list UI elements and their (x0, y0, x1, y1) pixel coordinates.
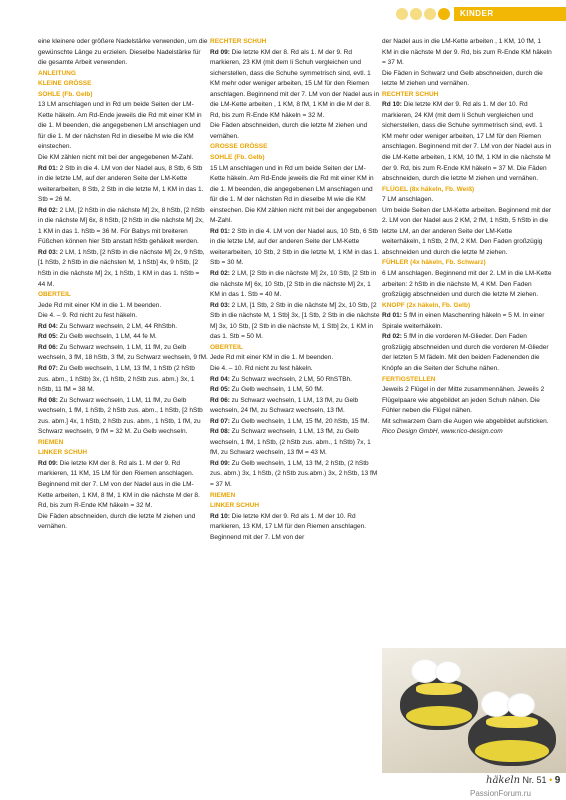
round-instruction: Rd 08: Zu Schwarz wechseln, 1 LM, 13 fM, zu Gelb wechseln, 1 fM, 1 hStb, (2 hStb zus. abm., 1 hStb) 7x, 1 fM, zu Schwarz wechseln, 13 fM = 43 M. (210, 428, 371, 457)
round-instruction: Rd 09: Zu Gelb wechseln, 1 LM, 13 fM, 2 hStb, (2 hStb zus. abm.) 3x, 1 hStb, (2 hStb zus.abm.) 3x, 2 hStb, 13 fM = 37 M. (210, 459, 378, 488)
intro-paragraph: eine kleinere oder größere Nadelstärke verwenden, um die gewünschte Länge zu erzielen. Dieselbe Nadelstärke für die gesamte Arbeit verwenden. (38, 38, 208, 67)
round-instruction: Rd 05: Zu Gelb wechseln, 1 LM, 44 fe M. (38, 333, 157, 341)
credit-line: Rico Design GmbH, www.rico-design.com (382, 428, 503, 436)
round-instruction: Rd 02: 2 LM, [2 hStb in die nächste M] 2x, 8 hStb, [2 hStb in die nächste M] 6x, 8 hStb, [2 hStb in die nächste M] 2x, 1 KM in das 1. hStb = 36 M. Für Babys mit breiteren Füßchen können hier Stb anstatt hStb gehäkelt werden. (38, 206, 205, 246)
heading-oberteil: OBERTEIL (38, 291, 71, 299)
round-label: Rd 09: (210, 48, 230, 56)
round-instruction: Rd 10: Die letzte KM der 9. Rd als 1. M der 10. Rd markieren, 13 KM, 17 LM für den Riemen anschlagen. Beginnend mit der 7. LM von der (210, 512, 367, 541)
footer-bullet: • (549, 775, 553, 785)
text-column-2 (210, 37, 380, 543)
round-instruction: Rd 02: 2 LM, [2 Stb in die nächste M] 2x, 10 Stb, [2 Stb in die nächste M] 6x, 10 Stb, [2 Stb in die nächste M] 2x, 1 KM in das 1. Stb = 40 M. (210, 270, 377, 299)
heading-knopf: KNOPF (2x häkeln, Fb. Gelb) (382, 301, 471, 309)
paragraph: Die 4. – 10. Rd nicht zu fest häkeln. (210, 364, 313, 372)
wing-illustration (412, 660, 438, 682)
heading-kleine-groesse: KLEINE GRÖSSE (38, 80, 92, 88)
page-indicator-dots (396, 8, 450, 20)
magazine-brand: häkeln (486, 775, 521, 786)
shoe-left-illustration (400, 678, 478, 730)
heading-oberteil: OBERTEIL (210, 343, 243, 351)
round-instruction: Rd 03: 2 LM, 1 hStb, [2 hStb in die nächste M] 2x, 9 hStb, [1 hStb, 2 hStb in die nächsten M, 1 hStb] 4x, 9 hStb, [2 hStb in die nächste M] 2x, 1 hStb, 1 KM in das 1. hStb = 44 M. (38, 248, 205, 288)
paragraph: Die Fäden abschneiden, durch die letzte M ziehen und vernähen. (210, 122, 368, 140)
round-label: Rd 02: (210, 270, 230, 278)
heading-riemen: RIEMEN (38, 438, 64, 446)
round-label: Rd 07: (210, 417, 230, 425)
heading-rechter-schuh: RECHTER SCHUH (382, 90, 439, 98)
paragraph: Die KM zählen nicht mit bei der angegebenen M-Zahl. (38, 154, 194, 162)
round-label: Rd 03: (38, 248, 58, 256)
round-instruction: Rd 07: Zu Gelb wechseln, 1 LM, 13 fM, 1 hStb (2 hStb zus. abm., 1 hStb) 3x, (1 hStb, 2 hStb zus. abm.) 3x, 1 hStb, 11 fM = 38 M. (38, 364, 195, 394)
round-label: Rd 06: (210, 396, 230, 404)
subheading-linker-schuh: LINKER SCHUH (210, 502, 260, 510)
round-label: Rd 08: (210, 428, 230, 436)
paragraph: Jede Rd mit einer KM in die 1. M beenden. (210, 354, 334, 362)
round-instruction: Rd 03: 2 LM, [1 Stb, 2 Stb in die nächste M] 2x, 10 Stb, [2 Stb in die nächste M, 1 Stb] 3x, [1 Stb, 2 Stb in die nächste M] 3x, 10 Stb, [2 Stb in die nächste M, 1 Stb] 2x, 1 KM in das 1. Stb = 50 M. (210, 301, 380, 341)
round-label: Rd 05: (38, 333, 58, 341)
round-instruction: Rd 02: 5 fM in die vorderen M-Glieder. Den Faden großzügig abschneiden und durch die vorderen M-Glieder der letzten 5 M fädeln. Mit den beiden Fadenenden die Knöpfe an die Seiten der Schuhe nähen. (382, 333, 549, 372)
wing-illustration (508, 694, 534, 716)
text-column-1 (38, 37, 208, 533)
issue-number: Nr. 51 (522, 775, 547, 785)
section-header (396, 7, 566, 21)
round-label: Rd 03: (210, 301, 230, 309)
round-label: Rd 02: (382, 333, 402, 341)
heading-fuehler: FÜHLER (4x häkeln, Fb. Schwarz) (382, 259, 486, 267)
round-label: Rd 07: (38, 364, 58, 372)
indicator-dot (424, 8, 436, 20)
paragraph: 6 LM anschlagen. Beginnend mit der 2. LM in die LM-Kette arbeiten: 2 hStb in die nächste M, 4 KM. Den Faden großzügig abschneiden und durch die letzte M ziehen. (382, 270, 552, 299)
round-instruction: Rd 05: Zu Gelb wechseln, 1 LM, 50 fM. (210, 386, 324, 394)
round-label: Rd 08: (38, 396, 58, 404)
round-instruction: Rd 04: Zu Schwarz wechseln, 2 LM, 44 RhStbh. (38, 322, 178, 330)
paragraph: der Nadel aus in die LM-Kette arbeiten , 1 KM, 10 fM, 1 KM in die nächste M der 9. Rd, bis zum R-Ende KM häkeln = 37 M. (382, 38, 552, 67)
wing-illustration (436, 662, 460, 682)
shoe-right-illustration (468, 710, 556, 766)
paragraph: 13 LM anschlagen und in Rd um beide Seiten der LM-Kette häkeln. Am Rd-Ende jeweils die Rd mit einer KM in die 1. M beenden, die angegebenen LM anschlagen und für die 1. M der nächsten Rd in dieselbe M wie die KM einstechen. (38, 101, 202, 151)
round-label: Rd 10: (382, 101, 402, 109)
paragraph: Die 4. – 9. Rd nicht zu fest häkeln. (38, 312, 137, 320)
round-instruction: Rd 07: Zu Gelb wechseln, 1 LM, 15 fM, 20 hStb, 15 fM. (210, 417, 370, 425)
paragraph: Mit schwarzem Garn die Augen wie abgebildet aufsticken. (382, 417, 549, 425)
round-instruction: Rd 09: Die letzte KM der 8. Rd als 1. M der 9. Rd markieren, 23 KM (mit dem li Schuh vergleichen und sicherstellen, dass die Schuhe symmetrisch sind, evtl. 1 KM mehr oder weniger arbeiten, 15 LM für den Riemen anschlagen. Beginnend mit der 7. LM von der Nadel aus in die LM-Kette arbeiten , 1 KM, 8 fM, 1 KM in die M der 8. Rd, bis zum R-Ende KM häkeln = 32 M. (210, 48, 380, 119)
indicator-dot (396, 8, 408, 20)
paragraph: 15 LM anschlagen und in Rd um beide Seiten der LM-Kette häkeln. Am Rd-Ende jeweils die Rd mit einer KM in die 1. M beenden, die angegebenen LM anschlagen und für die 1. M der nächsten Rd in dieselbe M wie die KM einstechen. Die KM zählen nicht mit bei der angegebenen M-Zahl. (210, 164, 377, 225)
subheading-linker-schuh: LINKER SCHUH (38, 449, 88, 457)
wing-illustration (482, 692, 510, 716)
heading-fluegel: FLÜGEL (8x häkeln, Fb. Weiß) (382, 185, 475, 193)
round-label: Rd 09: (38, 459, 58, 467)
paragraph: Um beide Seiten der LM-Kette arbeiten. Beginnend mit der 2. LM von der Nadel aus 2 KM, 2 fM, 1 hStb, 5 hStb in die letzte LM, an der anderen Seite der LM-Kette weiterhäkeln, 1 hStb, 2 fM, 2 KM. Den Faden großzügig abschneiden und durch die letzte M ziehen. (382, 206, 552, 256)
round-instruction: Rd 01: 2 Stb in die 4. LM von der Nadel aus, 10 Stb, 6 Stb in die letzte LM, auf der anderen Seite der LM-Kette weiterarbeiten, 10 Stb, 2 Stb in die letzte M, 1 KM in das 1. Stb = 30 M. (210, 227, 380, 267)
round-instruction: Rd 06: zu Schwarz wechseln, 1 LM, 13 fM, zu Gelb wechseln, 24 fM, zu Schwarz wechseln, 13 fM. (210, 396, 359, 415)
round-label: Rd 04: (38, 322, 58, 330)
section-tab-kinder: KINDER (454, 7, 566, 21)
paragraph: Die Fäden in Schwarz und Gelb abschneiden, durch die letzte M ziehen und vernähen. (382, 69, 543, 88)
round-label: Rd 01: (38, 164, 58, 172)
round-label: Rd 05: (210, 386, 230, 394)
round-instruction: Rd 01: 5 fM in einen Maschenring häkeln = 5 M. In einer Spirale weiterhäkeln. (382, 312, 545, 330)
round-label: Rd 09: (210, 459, 230, 467)
paragraph: Jede Rd mit einer KM in die 1. M beenden. (38, 301, 162, 309)
round-instruction: Rd 09: Die letzte KM der 8. Rd als 1. M der 9. Rd markieren, 11 KM, 15 LM für den Riemen anschlagen. Beginnend mit der 7. LM von der Nadel aus in die LM-Kette arbeiten, 1 KM, 8 fM, 1 KM in die nächste M der 8. Rd, bis zum R-Ende KM häkeln = 32 M. (38, 459, 200, 510)
round-label: Rd 10: (210, 512, 230, 520)
heading-anleitung: ANLEITUNG (38, 69, 76, 77)
round-label: Rd 04: (210, 375, 230, 383)
round-label: Rd 01: (210, 227, 230, 235)
round-instruction: Rd 01: 2 Stb in die 4. LM von der Nadel aus, 8 Stb, 6 Stb in die letzte LM, auf der anderen Seite der LM-Kette weiterarbeiten, 8 Stb, 2 Stb in die letzte M, 1 KM in das 1. Stb = 26 M. (38, 164, 204, 204)
round-label: Rd 02: (38, 206, 58, 214)
round-label: Rd 01: (382, 312, 402, 320)
page-number: 9 (554, 775, 561, 786)
paragraph: Die Fäden abschneiden, durch die letzte M ziehen und vernähen. (38, 512, 196, 531)
watermark: PassionForum.ru (470, 789, 531, 798)
subheading-sohle: SOHLE (Fb. Gelb) (210, 154, 265, 162)
page-footer (486, 775, 560, 786)
heading-fertigstellen: FERTIGSTELLEN (382, 375, 436, 383)
paragraph: 7 LM anschlagen. (382, 196, 434, 204)
round-instruction: Rd 08: Zu Schwarz wechseln, 1 LM, 11 fM, zu Gelb wechseln, 1 fM, 1 hStb, 2 hStb zus. abm., 1 hStb, [2 hStb zus. abm.] 4x, 1 hStb, 2 hStb zus. abm., 1 hStb, 1 fM, zu Schwarz wechseln, 9 fM = 32 M. Zu Gelb wechseln. (38, 396, 203, 436)
heading-riemen: RIEMEN (210, 491, 236, 499)
bee-shoes-photo (382, 648, 566, 773)
subheading-sohle: SOHLE (Fb. Gelb) (38, 90, 93, 98)
text-column-3 (382, 37, 552, 438)
round-instruction: Rd 10: Die letzte KM der 9. Rd als 1. M der 10. Rd markieren, 24 KM (mit dem li Schuh vergleichen und sicherstellen, dass die Schuhe symmetrisch sind, evtl. 1 KM mehr oder weniger arbeiten, 17 LM für den Riemen anschlagen. Beginnend mit der 7. LM von der Nadel aus in die LM-Kette arbeiten, 1 KM, 10 fM, 1 KM in die nächste M der 9. Rd, bis zum R-Ende KM häkeln = 37 M. Die Fäden abschneiden, durch die letzte M ziehen und vernähen. (382, 101, 552, 183)
heading-grosse-groesse: GROSSE GRÖSSE (210, 143, 268, 151)
indicator-dot (410, 8, 422, 20)
paragraph: Jeweils 2 Flügel in der Mitte zusammennähen. Jeweils 2 Flügelpaare wie abgebildet an jeden Schuh nähen. Die Fühler neben die Flügel nähen. (382, 386, 545, 415)
round-instruction: Rd 06: Zu Schwarz wechseln, 1 LM, 11 fM, zu Gelb wechseln, 3 fM, 18 hStb, 3 fM, zu Schwarz wechseln, 9 fM. (38, 343, 208, 362)
indicator-dot-active (438, 8, 450, 20)
heading-rechter-schuh: RECHTER SCHUH (210, 38, 267, 45)
round-label: Rd 06: (38, 343, 58, 351)
round-instruction: Rd 04: Zu Schwarz wechseln, 2 LM, 50 RhSTBh. (210, 375, 352, 383)
